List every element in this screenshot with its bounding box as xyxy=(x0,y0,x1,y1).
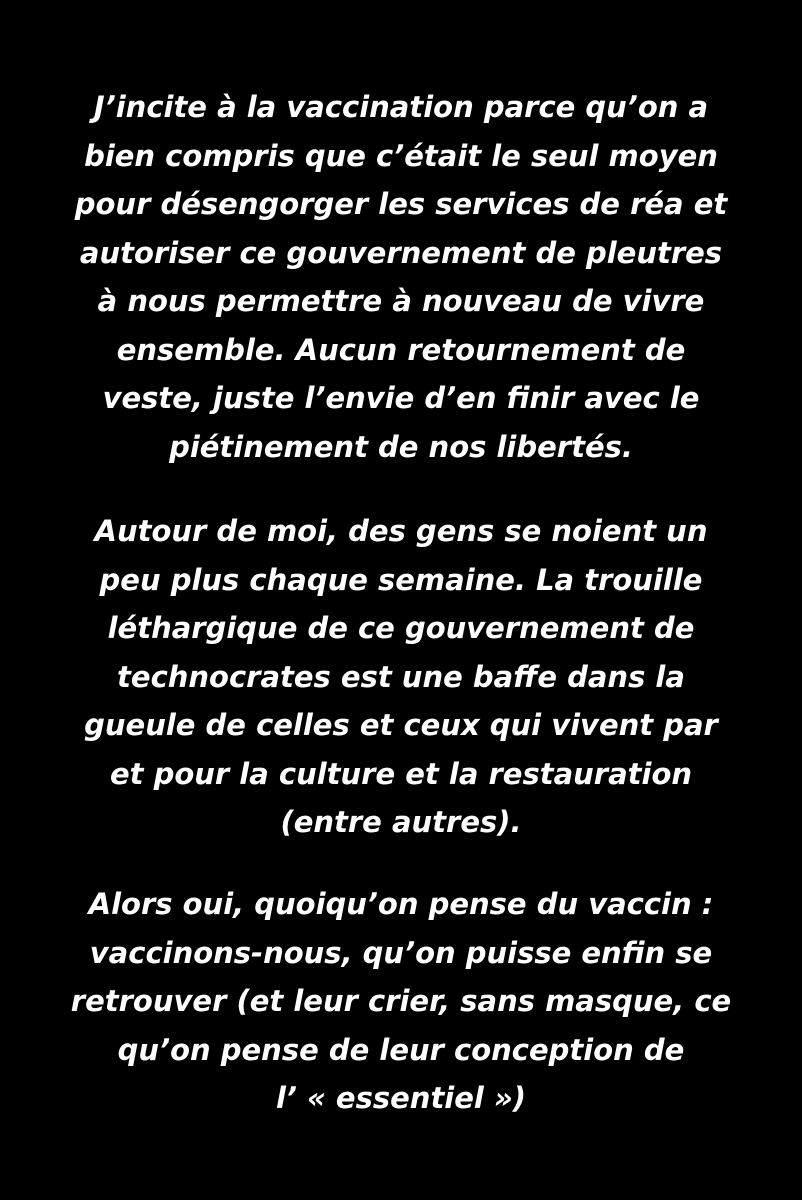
text-line: technocrates est une baffe dans la xyxy=(117,659,685,694)
text-line: retrouver (et leur crier, sans masque, ce xyxy=(70,984,732,1018)
paragraph-3 xyxy=(40,880,762,1123)
text-line: peu plus chaque semaine. La trouille xyxy=(99,562,703,597)
text-line: l’ « essentiel ») xyxy=(275,1081,527,1115)
text-line: à nous permettre à nouveau de vivre xyxy=(97,284,705,318)
paragraph-1 xyxy=(40,83,762,471)
text-line: (entre autres). xyxy=(280,805,522,839)
text-line: léthargique de ce gouvernement de xyxy=(107,611,695,645)
text-line: gueule de celles et ceux qui vivent par xyxy=(84,708,718,742)
text-line: Alors oui, quoiqu’on pense du vaccin : xyxy=(88,887,714,921)
text-line: veste, juste l’envie d’en finir avec le xyxy=(102,381,700,415)
text-line: vaccinons-nous, qu’on puisse enfin se xyxy=(89,935,713,970)
text-line: piétinement de nos libertés. xyxy=(169,429,633,464)
paragraph-2 xyxy=(40,507,762,847)
text-line: pour désengorger les services de réa et xyxy=(74,187,728,221)
text-line: ensemble. Aucun retournement de xyxy=(116,332,686,367)
text-line: et pour la culture et la restauration xyxy=(109,756,693,791)
text-line: Autour de moi, des gens se noient un xyxy=(94,514,708,548)
text-line: bien compris que c’était le seul moyen xyxy=(84,138,718,173)
text-line: autoriser ce gouvernement de pleutres xyxy=(79,235,723,270)
text-line: J’incite à la vaccination parce qu’on a xyxy=(93,90,709,124)
text-line: qu’on pense de leur conception de xyxy=(117,1032,685,1067)
